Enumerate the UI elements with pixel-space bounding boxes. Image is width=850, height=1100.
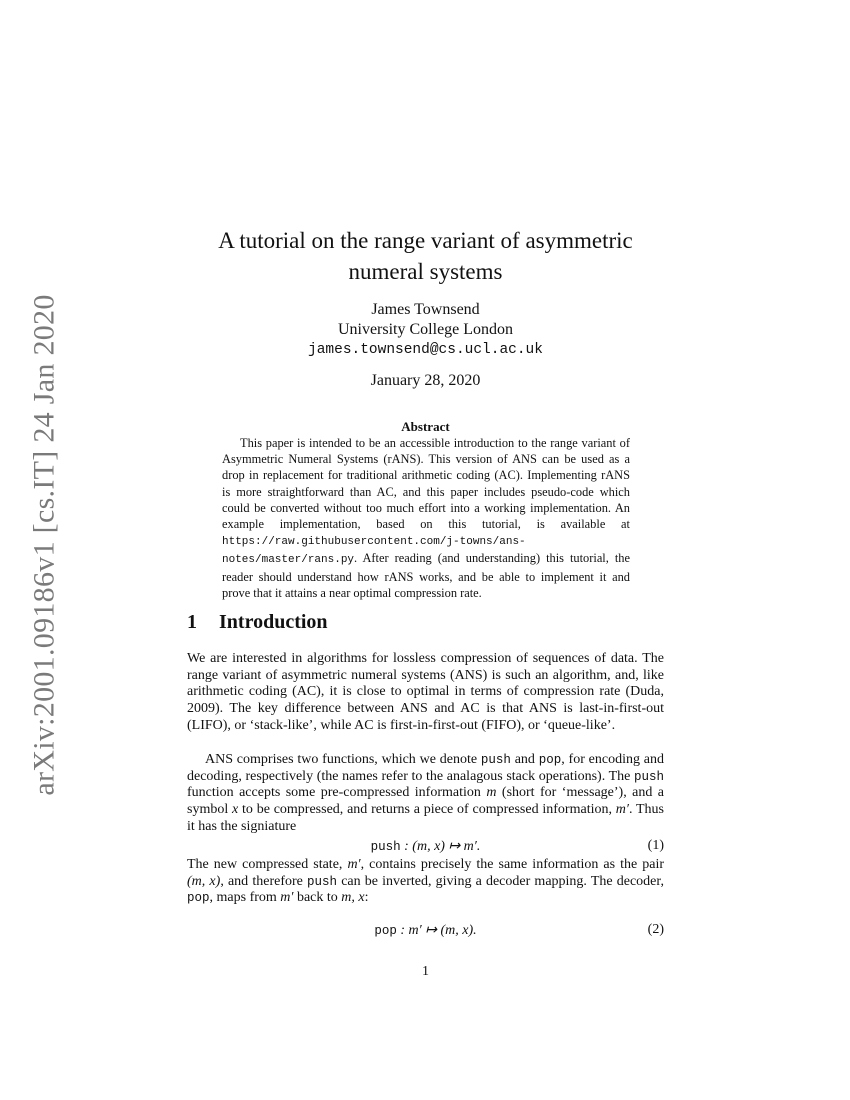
abstract-text [222, 435, 630, 601]
paragraph-3-text: , contains precisely the same information as the pair [360, 857, 664, 872]
paper-title-line-2: numeral systems [348, 259, 503, 284]
section-number: 1 [187, 611, 197, 633]
paragraph-2-text: (short for ‘message’), and a symbol [187, 785, 665, 818]
push-code: push [633, 769, 664, 784]
math-expression: m, x [341, 890, 365, 906]
paragraph-2-text: function accepts some pre-compressed information [187, 785, 487, 801]
paragraph-2-text: to be compressed, and returns a piece of compressed information, [238, 802, 616, 818]
arxiv-identifier-stamp [27, 294, 63, 796]
pop-code: pop [374, 924, 397, 938]
abstract-text-part-2: . After reading (and understanding) this tutorial, the reader should understand how rANS works, and be able to implement it and prove that it attains a near optimal compression rate. [222, 551, 630, 600]
paragraph-3-text: back to [293, 890, 342, 906]
section-heading [187, 611, 328, 634]
page-number: 1 [422, 964, 429, 979]
paragraph-3-text: , maps from [209, 890, 281, 906]
push-code: push [370, 840, 401, 854]
equation-2-number: (2) [647, 922, 664, 937]
math-variable: m′ [347, 857, 361, 872]
paper-title [167, 225, 684, 287]
paper-date: January 28, 2020 [370, 372, 481, 389]
equation-2-expression [187, 922, 664, 939]
equation-2-body: : m′ ↦ (m, x). [396, 923, 477, 938]
paragraph-2-text: , for encoding and decoding, respectively (the names refer to the analagous stack operations). The [187, 752, 665, 784]
author-email: james.townsend@cs.ucl.ac.uk [308, 342, 543, 358]
push-code: push [480, 753, 511, 767]
paragraph-2 [187, 752, 664, 836]
math-variable: m′ [615, 802, 629, 818]
paragraph-3-text: : [364, 890, 369, 906]
math-variable: m [486, 785, 497, 801]
paragraph-2-text: ANS comprises two functions, which we denote [205, 752, 481, 767]
paragraph-3-text: can be inverted, giving a decoder mapping. The decoder, [337, 873, 664, 889]
paragraph-3 [187, 857, 664, 907]
author-affiliation: University College London [337, 321, 514, 338]
arxiv-identifier-text: arXiv:2001.09186v1 [cs.IT] 24 Jan 2020 [28, 294, 62, 796]
author-block [187, 300, 664, 360]
section-title: Introduction [219, 611, 328, 633]
paragraph-3-text: , and therefore [220, 873, 308, 889]
push-code: push [307, 874, 338, 889]
math-expression: (m, x) [187, 873, 221, 889]
paragraph-2-text: . Thus it has the signiature [187, 802, 664, 834]
pop-code: pop [187, 891, 210, 906]
math-variable: m′ [280, 890, 294, 906]
equation-1-number: (1) [647, 838, 664, 853]
paragraph-2-text: and [510, 752, 539, 767]
paragraph-3-text: The new compressed state, [187, 857, 348, 872]
author-name: James Townsend [371, 301, 480, 318]
paragraph-1: We are interested in algorithms for lossless compression of sequences of data. The range variant of asymmetric numeral systems (ANS) is such an algorithm, and, like arithmetic coding (AC), it is close to optimal in terms of compression rate (Duda, 2009). The key difference between ANS and AC is that ANS is last-in-first-out (LIFO), or ‘stack-like’, while AC is first-in-first-out (FIFO), or ‘queue-like’. [187, 651, 664, 733]
abstract-text-part-1: This paper is intended to be an accessible introduction to the range variant of Asymmetric Numeral Systems (rANS). This version of ANS can be used as a drop in replacement for traditional arithmetic coding (AC). Implementing rANS is more straightforward than AC, and this paper includes pseudo-code which could be converted without too much effort into a working implementation. An example implementation, based on this tutorial, is available at [222, 436, 630, 532]
abstract-url: https://raw.githubusercontent.com/j-towns/ans-notes/master/rans.py [222, 536, 526, 567]
math-variable: x [232, 802, 239, 818]
paper-title-line-1: A tutorial on the range variant of asymmetric [218, 228, 633, 253]
abstract-heading: Abstract [401, 419, 450, 434]
equation-1-body: : (m, x) ↦ m′. [400, 839, 481, 854]
pop-code: pop [538, 753, 562, 767]
equation-1-expression [187, 838, 664, 855]
